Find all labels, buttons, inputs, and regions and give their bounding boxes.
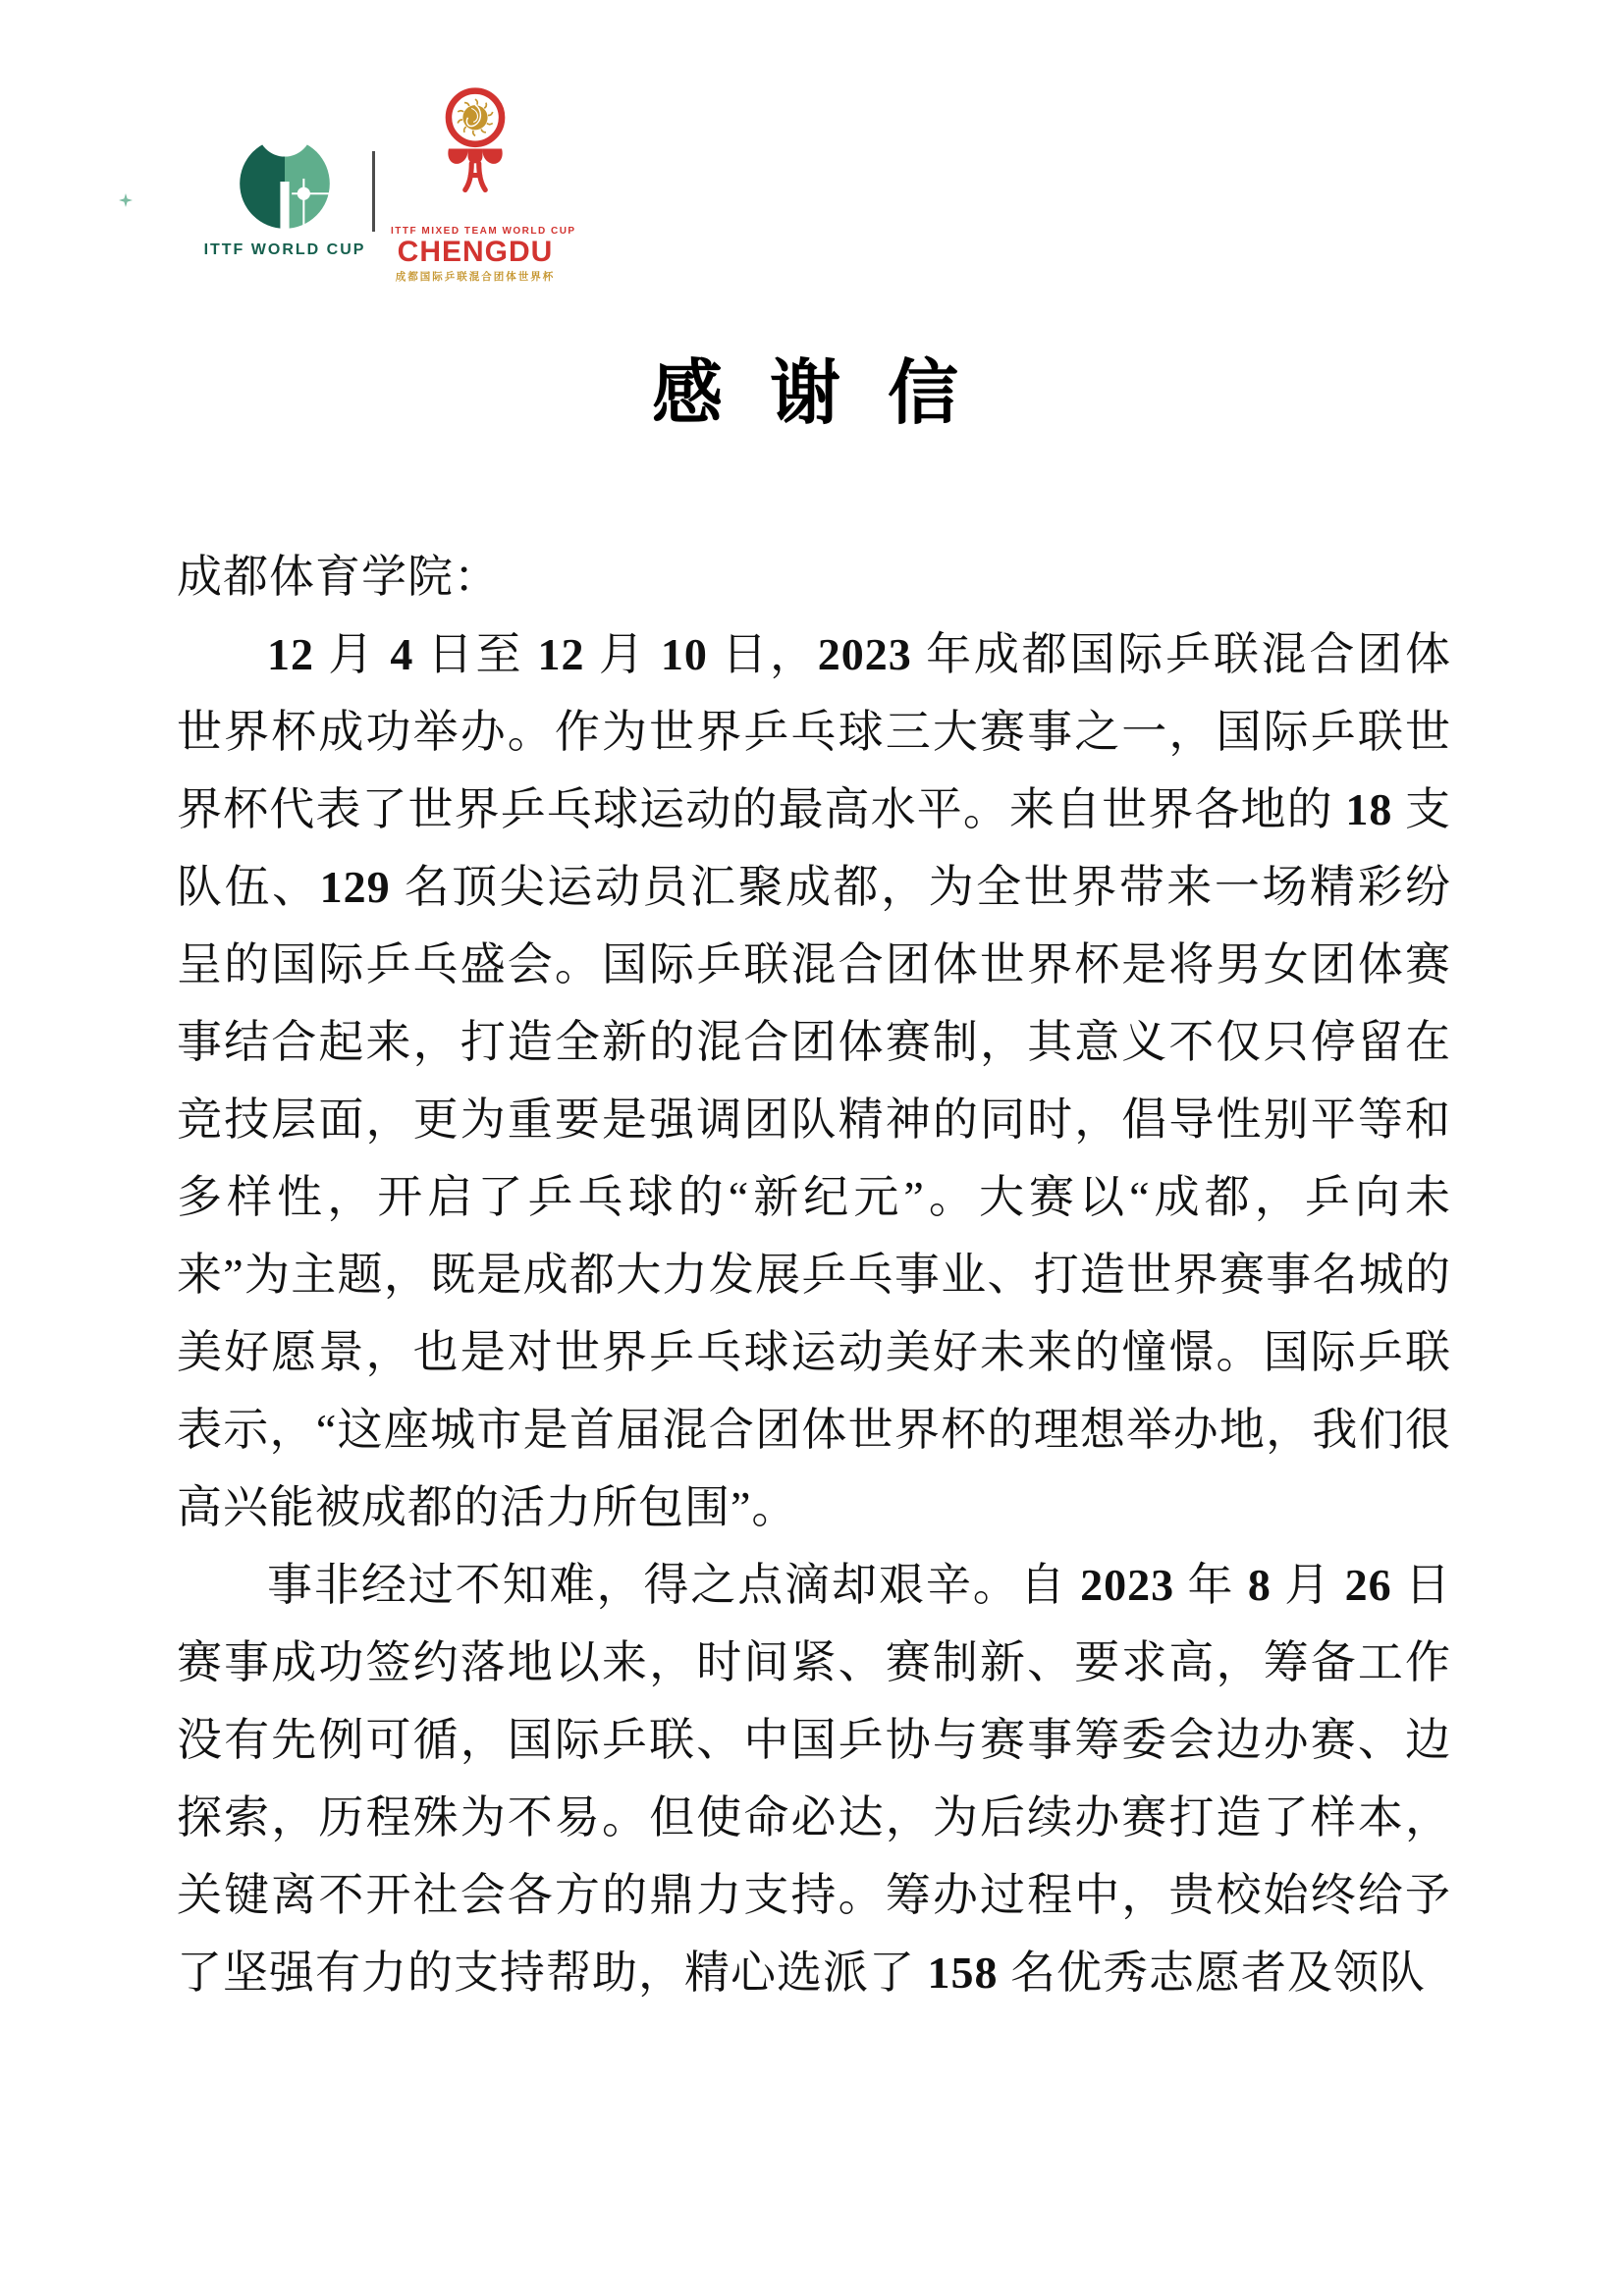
ittf-world-cup-logo bbox=[200, 126, 369, 259]
logo-divider bbox=[372, 151, 375, 232]
sparkle-icon bbox=[118, 192, 134, 213]
ittf-wordmark: ITTF WORLD CUP bbox=[203, 241, 366, 258]
letter-body bbox=[177, 538, 1451, 2011]
salutation: 成都体育学院： bbox=[177, 552, 500, 602]
chengdu-lantern-icon bbox=[391, 86, 560, 224]
paragraph: 事非经过不知难，得之点滴却艰辛。自 2023 年 8 月 26 日赛事成功签约落地以来，时间紧、赛制新、要求高，筹备工作没有先例可循，国际乒联、中国乒协与赛事筹委会边办赛、边探索，历程殊为不易。但使命必达，为后续办赛打造了样本，关键离不开社会各方的鼎力支持。筹办过程中，贵校始终给予了坚强有力的支持帮助，精心选派了 158 名优秀志愿者及领队 bbox=[177, 1560, 1452, 1998]
chengdu-tagline: ITTF MIXED TEAM WORLD CUP bbox=[391, 226, 576, 237]
ittf-racket-icon bbox=[200, 126, 369, 238]
letterhead bbox=[0, 0, 1624, 314]
paragraph: 12 月 4 日至 12 月 10 日，2023 年成都国际乒联混合团体世界杯成功举办。作为世界乒乓球三大赛事之一，国际乒联世界杯代表了世界乒乓球运动的最高水平。来自世界各地的 18 支队伍、129 名顶尖运动员汇聚成都，为全世界带来一场精彩纷呈的国际乒乓盛会。国际乒联混合团体世界杯是将男女团体赛事结合起来，打造全新的混合团体赛制，其意义不仅只停留在竞技层面，更为重要是强调团队精神的同时，倡导性别平等和多样性，开启了乒乓球的“新纪元”。大赛以“成都，乒向未来”为主题，既是成都大力发展乒乓事业、打造世界赛事名城的美好愿景，也是对世界乒乓球运动美好未来的憧憬。国际乒联表示，“这座城市是首届混合团体世界杯的理想举办地，我们很高兴能被成都的活力所包围”。 bbox=[177, 629, 1452, 1532]
page-title: 感 谢 信 bbox=[651, 354, 972, 433]
letter-paragraphs bbox=[177, 615, 1451, 2011]
chengdu-wordmark: CHENGDU bbox=[397, 236, 554, 268]
chengdu-logo bbox=[391, 86, 576, 284]
chengdu-chinese-name: 成都国际乒联混合团体世界杯 bbox=[395, 271, 556, 283]
